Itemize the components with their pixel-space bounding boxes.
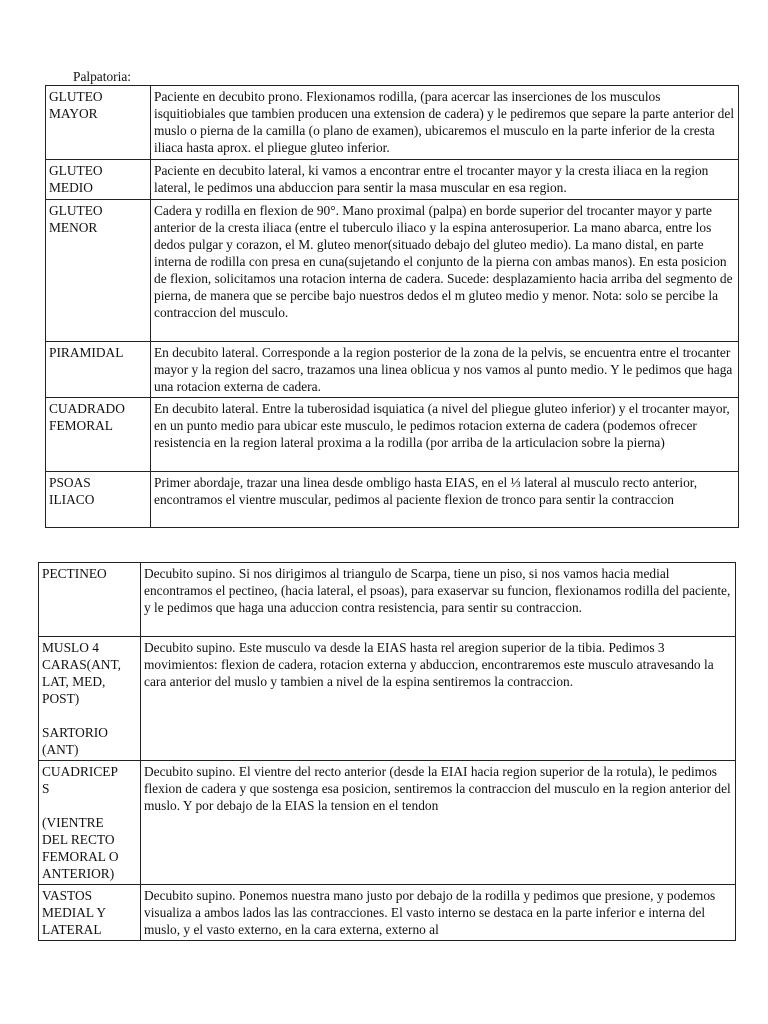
muscle-name: PECTINEO [39, 563, 141, 637]
muscle-name: MUSLO 4 CARAS(ANT, LAT, MED, POST) SARTORIO (ANT) [39, 637, 141, 761]
muscle-name: VASTOS MEDIAL Y LATERAL [39, 885, 141, 941]
muscle-description: Decubito supino. Si nos dirigimos al triangulo de Scarpa, tiene un piso, si nos vamos hacia medial encontramos el pectineo, (hacia lateral, el psoas), para exaservar su funcion, flexionamos rodilla del paciente, y le pedimos que haga una aduccion contra resistencia, para sentir su contraccion. [141, 563, 736, 637]
muscle-description: Primer abordaje, trazar una linea desde ombligo hasta EIAS, en el ⅓ lateral al musculo recto anterior, encontramos el vientre muscular, pedimos al paciente flexion de tronco para sentir la contraccion [151, 472, 739, 528]
muscle-name: GLUTEO MENOR [46, 200, 151, 342]
muscle-description: Cadera y rodilla en flexion de 90°. Mano proximal (palpa) en borde superior del trocanter mayor y parte anterior de la cresta iliaca (entre el tuberculo iliaco y la espina anterosuperior. La mano abarca, entre los dedos pulgar y corazon, el M. gluteo menor(situado debajo del gluteo medio). La mano distal, en parte interna de rodilla con presa en cuna(sujetando el conjunto de la pierna con ambas manos). En esta posicion de flexion, solicitamos una rotacion interna de cadera. Sucede: desplazamiento hacia arriba del segmento de pierna, de manera que se percibe bajo nuestros dedos el m gluteo medio y menor. Nota: solo se percibe la contraccion del musculo. [151, 200, 739, 342]
table-row [46, 200, 739, 342]
muscle-name: GLUTEO MAYOR [46, 86, 151, 160]
muscle-name: PSOAS ILIACO [46, 472, 151, 528]
table-row [39, 637, 736, 761]
muscle-description: Paciente en decubito prono. Flexionamos rodilla, (para acercar las inserciones de los musculos isquitiobiales que tambien producen una extension de cadera) y le pediremos que separe la parte anterior del muslo o pierna de la camilla (o plano de examen), ubicaremos el musculo en la parte inferior de la cresta iliaca hasta aprox. el pliegue gluteo inferior. [151, 86, 739, 160]
muscle-description: Decubito supino. Este musculo va desde la EIAS hasta rel aregion superior de la tibia. Pedimos 3 movimientos: flexion de cadera, rotacion externa y abduccion, encontraremos este musculo atravesando la cara anterior del muslo y tambien a nivel de la espina sentiremos la contraccion. [141, 637, 736, 761]
table-row [46, 398, 739, 472]
muscle-name: CUADRADO FEMORAL [46, 398, 151, 472]
palpation-table-thigh [38, 562, 736, 941]
table-row [39, 761, 736, 885]
muscle-description: Decubito supino. El vientre del recto anterior (desde la EIAI hacia region superior de la rotula), le pedimos flexion de cadera y que sostenga esa posicion, sentiremos la contraccion del musculo en la region anterior del muslo. Y por debajo de la EIAS la tension en el tendon [141, 761, 736, 885]
muscle-description: En decubito lateral. Corresponde a la region posterior de la zona de la pelvis, se encuentra entre el trocanter mayor y la region del sacro, trazamos una linea oblicua y nos vamos al punto medio. Y le pedimos que haga una rotacion externa de cadera. [151, 342, 739, 398]
muscle-name: CUADRICEP S (VIENTRE DEL RECTO FEMORAL O ANTERIOR) [39, 761, 141, 885]
table-row [46, 86, 739, 160]
muscle-description: Decubito supino. Ponemos nuestra mano justo por debajo de la rodilla y pedimos que presione, y podemos visualiza a ambos lados las las contracciones. El vasto interno se destaca en la parte inferior e interna del muslo, y el vasto externo, en la cara externa, externo al [141, 885, 736, 941]
table-row [39, 563, 736, 637]
table-row [46, 160, 739, 200]
table-row [46, 342, 739, 398]
page-heading: Palpatoria: [73, 69, 132, 84]
table-row [46, 472, 739, 528]
palpation-table-gluteal [45, 85, 739, 528]
table-row [39, 885, 736, 941]
muscle-name: PIRAMIDAL [46, 342, 151, 398]
muscle-description: En decubito lateral. Entre la tuberosidad isquiatica (a nivel del pliegue gluteo inferior) y el trocanter mayor, en un punto medio para ubicar este musculo, le pedimos rotacion externa de cadera (podemos ofrecer resistencia en la region lateral proxima a la rodilla (por arriba de la articulacion sobre la pierna) [151, 398, 739, 472]
muscle-description: Paciente en decubito lateral, ki vamos a encontrar entre el trocanter mayor y la cresta iliaca en la region lateral, le pedimos una abduccion para sentir la masa muscular en esa region. [151, 160, 739, 200]
muscle-name: GLUTEO MEDIO [46, 160, 151, 200]
